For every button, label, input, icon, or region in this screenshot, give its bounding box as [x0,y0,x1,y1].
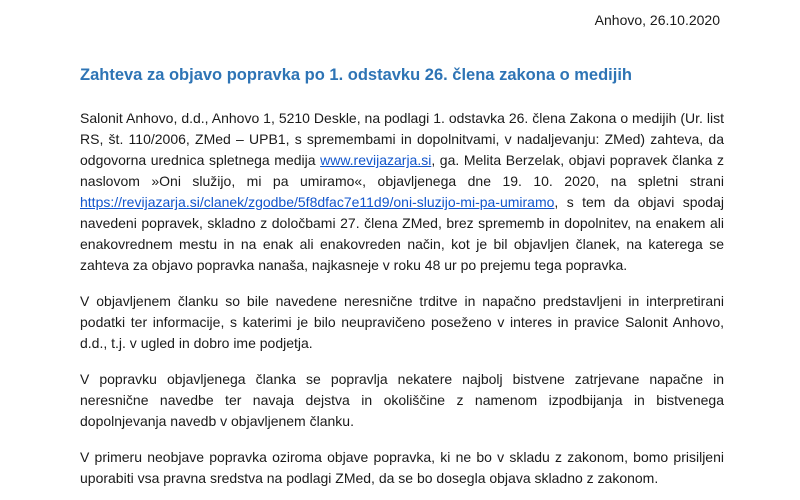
paragraph-correction: V popravku objavljenega članka se popravlja nekatere najbolj bistvene zatrjevane napačne in neresnične navedbe ter navaja dejstva in okoliščine z namenom izpodbijanja in bistvenega dopolnjevanja navedb v objavljenem članku. [80,371,724,429]
document-body [80,108,724,500]
paragraph-request [80,108,724,276]
document-title: Zahteva za objavo popravka po 1. odstavku 26. člena zakona o medijih [80,66,633,84]
paragraph-legal-action: V primeru neobjave popravka oziroma objave popravka, ki ne bo v skladu z zakonom, bomo prisiljeni uporabiti vsa pravna sredstva na podlagi ZMed, da se bo dosegla objava skladno z zakonom. [80,449,724,486]
paragraph-request-text-3: , s tem da objavi spodaj navedeni popravek, skladno z določbami 27. člena ZMed, brez sprememb in dopolnitev, na enakem ali enakovrednem mestu in na enak ali enakovreden način, kot je bil objavljen članek, na katerega se zahteva za objavo popravka nanaša, najkasneje v roku 48 ur po prejemu tega popravka. [80,194,724,273]
paragraph-request-text-1: Salonit Anhovo, d.d., Anhovo 1, 5210 Deskle, na podlagi 1. odstavka 26. člena Zakona o medijih (Ur. list RS, št. 110/2006, ZMed – UPB1, s spremembami in dopolnitvami, v nadaljevanju: ZMed) zahteva, da odgovorna urednica spletnega medija [80,110,724,168]
paragraph-claims: V objavljenem članku so bile navedene neresnične trditve in napačno predstavljeni in interpretirani podatki ter informacije, s katerimi je bilo neupravičeno poseženo v interes in pravice Salonit Anhovo, d.d., t.j. v ugled in dobro ime podjetja. [80,293,724,351]
website-link[interactable]: www.revijazarja.si [320,152,432,168]
article-link[interactable]: https://revijazarja.si/clanek/zgodbe/5f8dfac7e11d9/oni-sluzijo-mi-pa-umiramo [80,194,555,210]
place-date: Anhovo, 26.10.2020 [594,12,720,28]
paragraph-request-text-2: , ga. Melita Berzelak, objavi popravek članka z naslovom »Oni služijo, mi pa umiramo«, objavljenega dne 19. 10. 2020, na spletni strani [80,152,724,189]
